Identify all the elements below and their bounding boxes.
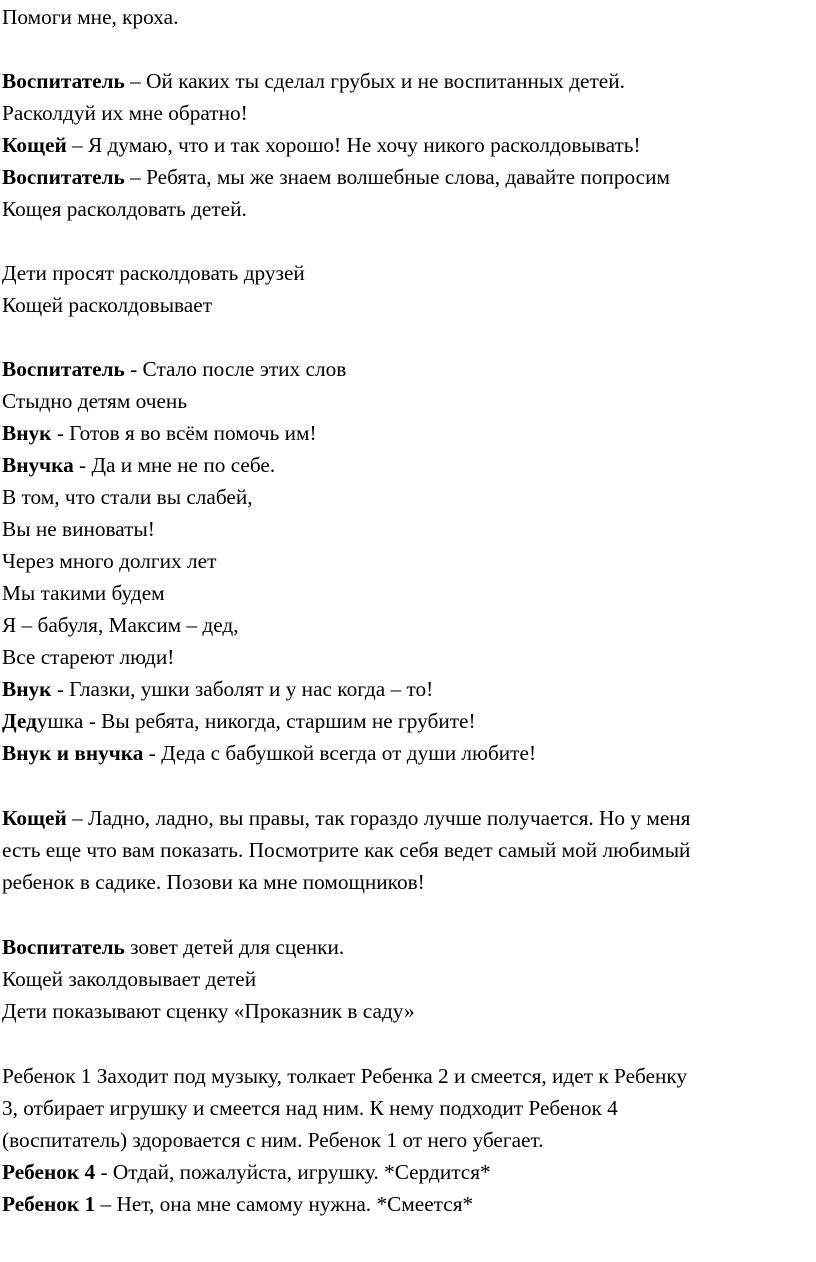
- dialogue-line: [2, 866, 816, 898]
- line-text: - Отдай, пожалуйста, игрушку. *Сердится*: [95, 1160, 491, 1184]
- speaker: Воспитатель: [2, 357, 125, 381]
- line-text: – Ой каких ты сделал грубых и не воспитанных детей.: [124, 69, 625, 93]
- dialogue-line: [2, 963, 816, 995]
- speaker: Внук и внучка: [2, 741, 144, 765]
- dialogue-line: [2, 1156, 816, 1188]
- dialogue-line: [2, 449, 816, 481]
- line-text: Стыдно детям очень: [2, 389, 188, 413]
- dialogue-line: [2, 353, 816, 385]
- speaker: Кощей: [2, 806, 67, 830]
- line-text: - Да и мне не по себе.: [73, 453, 276, 477]
- opening-line: Помоги мне, кроха.: [2, 5, 179, 29]
- stage-direction: Дети просят расколдовать друзей: [2, 261, 305, 285]
- line-text: есть еще что вам показать. Посмотрите как себя ведет самый мой любимый: [2, 838, 691, 862]
- dialogue-line: [2, 737, 816, 769]
- dialogue-line: [2, 545, 816, 577]
- dialogue-line: [2, 609, 816, 641]
- speaker: Внук: [2, 677, 52, 701]
- line-text: (воспитатель) здоровается с ним. Ребенок 1 от него убегает.: [2, 1128, 544, 1152]
- dialogue-line: [2, 481, 816, 513]
- dialogue-line: [2, 97, 816, 129]
- line-text: Кощея расколдовать детей.: [2, 197, 247, 221]
- line-text: - Стало после этих слов: [124, 357, 347, 381]
- dialogue-line: [2, 129, 816, 161]
- blank-line: [2, 769, 816, 802]
- speaker: Воспитатель: [2, 69, 125, 93]
- speaker: Воспитатель: [2, 165, 125, 189]
- blank-line: [2, 898, 816, 931]
- line-text: Через много долгих лет: [2, 549, 217, 573]
- speaker: Ребенок 1: [2, 1192, 96, 1216]
- line-text: Расколдуй их мне обратно!: [2, 101, 248, 125]
- speaker: Ребенок 4: [2, 1160, 96, 1184]
- line-text: ушка - Вы ребята, никогда, старшим не грубите!: [36, 709, 476, 733]
- dialogue-line: [2, 385, 816, 417]
- dialogue-line: [2, 673, 816, 705]
- dialogue-line: [2, 834, 816, 866]
- stage-direction: Кощей расколдовывает: [2, 293, 213, 317]
- line-text: – Ребята, мы же знаем волшебные слова, давайте попросим: [124, 165, 670, 189]
- blank-line: [2, 225, 816, 257]
- dialogue-line: [2, 1188, 816, 1220]
- line-text: - Деда с бабушкой всегда от души любите!: [143, 741, 537, 765]
- line-text: Все стареют люди!: [2, 645, 175, 669]
- dialogue-line: [2, 161, 816, 193]
- line-text: - Глазки, ушки заболят и у нас когда – то!: [51, 677, 434, 701]
- line-text: Кощей заколдовывает детей: [2, 967, 257, 991]
- dialogue-line: [2, 417, 816, 449]
- line-text: Дети показывают сценку «Проказник в саду»: [2, 999, 415, 1023]
- dialogue-line: [2, 193, 816, 225]
- dialogue-line: [2, 641, 816, 673]
- line-text: Я – бабуля, Максим – дед,: [2, 613, 239, 637]
- dialogue-line: [2, 931, 816, 963]
- dialogue-line: [2, 705, 816, 737]
- speaker: Внук: [2, 421, 52, 445]
- dialogue-line: [2, 1124, 816, 1156]
- line-text: ребенок в садике. Позови ка мне помощников!: [2, 870, 425, 894]
- line-text: зовет детей для сценки.: [124, 935, 345, 959]
- dialogue-line: [2, 802, 816, 834]
- line-text: 3, отбирает игрушку и смеется над ним. К нему подходит Ребенок 4: [2, 1096, 618, 1120]
- blank-line: [2, 1027, 816, 1060]
- dialogue-line: [2, 577, 816, 609]
- line-text: - Готов я во всём помочь им!: [51, 421, 317, 445]
- line-text: Мы такими будем: [2, 581, 165, 605]
- dialogue-line: [2, 65, 816, 97]
- line-text: Вы не виноваты!: [2, 517, 155, 541]
- speaker: Воспитатель: [2, 935, 125, 959]
- line-text: – Нет, она мне самому нужна. *Смеется*: [95, 1192, 474, 1216]
- dialogue-line: [2, 1060, 816, 1092]
- dialogue-line: [2, 1092, 816, 1124]
- dialogue-line: [2, 513, 816, 545]
- line-text: – Ладно, ладно, вы правы, так гораздо лучше получается. Но у меня: [66, 806, 691, 830]
- line-text: Ребенок 1 Заходит под музыку, толкает Ребенка 2 и смеется, идет к Ребенку: [2, 1064, 688, 1088]
- speaker: Кощей: [2, 133, 67, 157]
- speaker: Дед: [2, 709, 37, 733]
- blank-line: [2, 321, 816, 353]
- line-text: В том, что стали вы слабей,: [2, 485, 253, 509]
- line-text: – Я думаю, что и так хорошо! Не хочу никого расколдовывать!: [66, 133, 641, 157]
- dialogue-line: [2, 995, 816, 1027]
- speaker: Внучка: [2, 453, 74, 477]
- blank-line: [2, 33, 816, 65]
